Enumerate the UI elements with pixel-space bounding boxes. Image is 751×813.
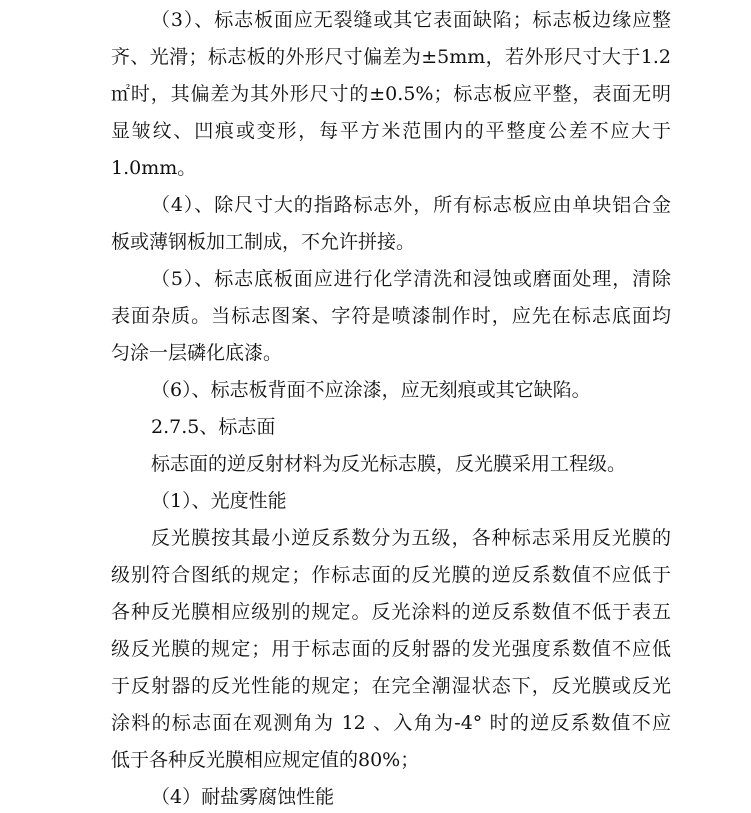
text-line-17: 各种反光膜相应级别的规定。反光涂料的逆反系数值不低于表五	[111, 601, 671, 623]
text-line-13: 标志面的逆反射材料为反光标志膜，反光膜采用工程级。	[151, 453, 627, 475]
text-line-9: 表面杂质。当标志图案、字符是喷漆制作时，应先在标志底面均	[111, 305, 671, 327]
text-line-20: 涂料的标志面在观测角为 12 、入角为-4° 时的逆反系数值不应	[111, 712, 671, 734]
text-line-21: 低于各种反光膜相应规定值的80%；	[111, 749, 420, 771]
subsection-heading-photometric: （1）、光度性能	[151, 490, 287, 512]
text-line-4: 显皱纹、凹痕或变形，每平方米范围内的平整度公差不应大于	[111, 120, 671, 142]
text-line-15: 反光膜按其最小逆反系数分为五级，各种标志采用反光膜的	[151, 527, 671, 549]
text-line-7: 板或薄钢板加工制成，不允许拼接。	[111, 231, 416, 253]
text-line-8: （5）、标志底板面应进行化学清洗和浸蚀或磨面处理，清除	[151, 268, 671, 290]
subsection-heading-salt-spray: （4）耐盐雾腐蚀性能	[151, 786, 335, 808]
text-line-16: 级别符合图纸的规定；作标志面的反光膜的逆反系数值不应低于	[111, 564, 671, 586]
text-line-11: （6）、标志板背面不应涂漆，应无刻痕或其它缺陷。	[151, 379, 591, 401]
text-line-5: 1.0mm。	[111, 157, 197, 179]
text-line-18: 级反光膜的规定；用于标志面的反射器的发光强度系数值不应低	[111, 638, 671, 660]
text-line-10: 匀涂一层磷化底漆。	[111, 342, 283, 364]
text-line-2: 齐、光滑；标志板的外形尺寸偏差为±5mm，若外形尺寸大于1.2	[111, 46, 671, 68]
text-line-19: 于反射器的反光性能的规定；在完全潮湿状态下，反光膜或反光	[111, 675, 671, 697]
text-line-3: ㎡时，其偏差为其外形尺寸的±0.5%；标志板应平整，表面无明	[111, 83, 671, 105]
text-line-1: （3）、标志板面应无裂缝或其它表面缺陷；标志板边缘应整	[151, 9, 671, 31]
text-line-6: （4）、除尺寸大的指路标志外，所有标志板应由单块铝合金	[151, 194, 671, 216]
section-heading: 2.7.5、标志面	[151, 416, 276, 438]
